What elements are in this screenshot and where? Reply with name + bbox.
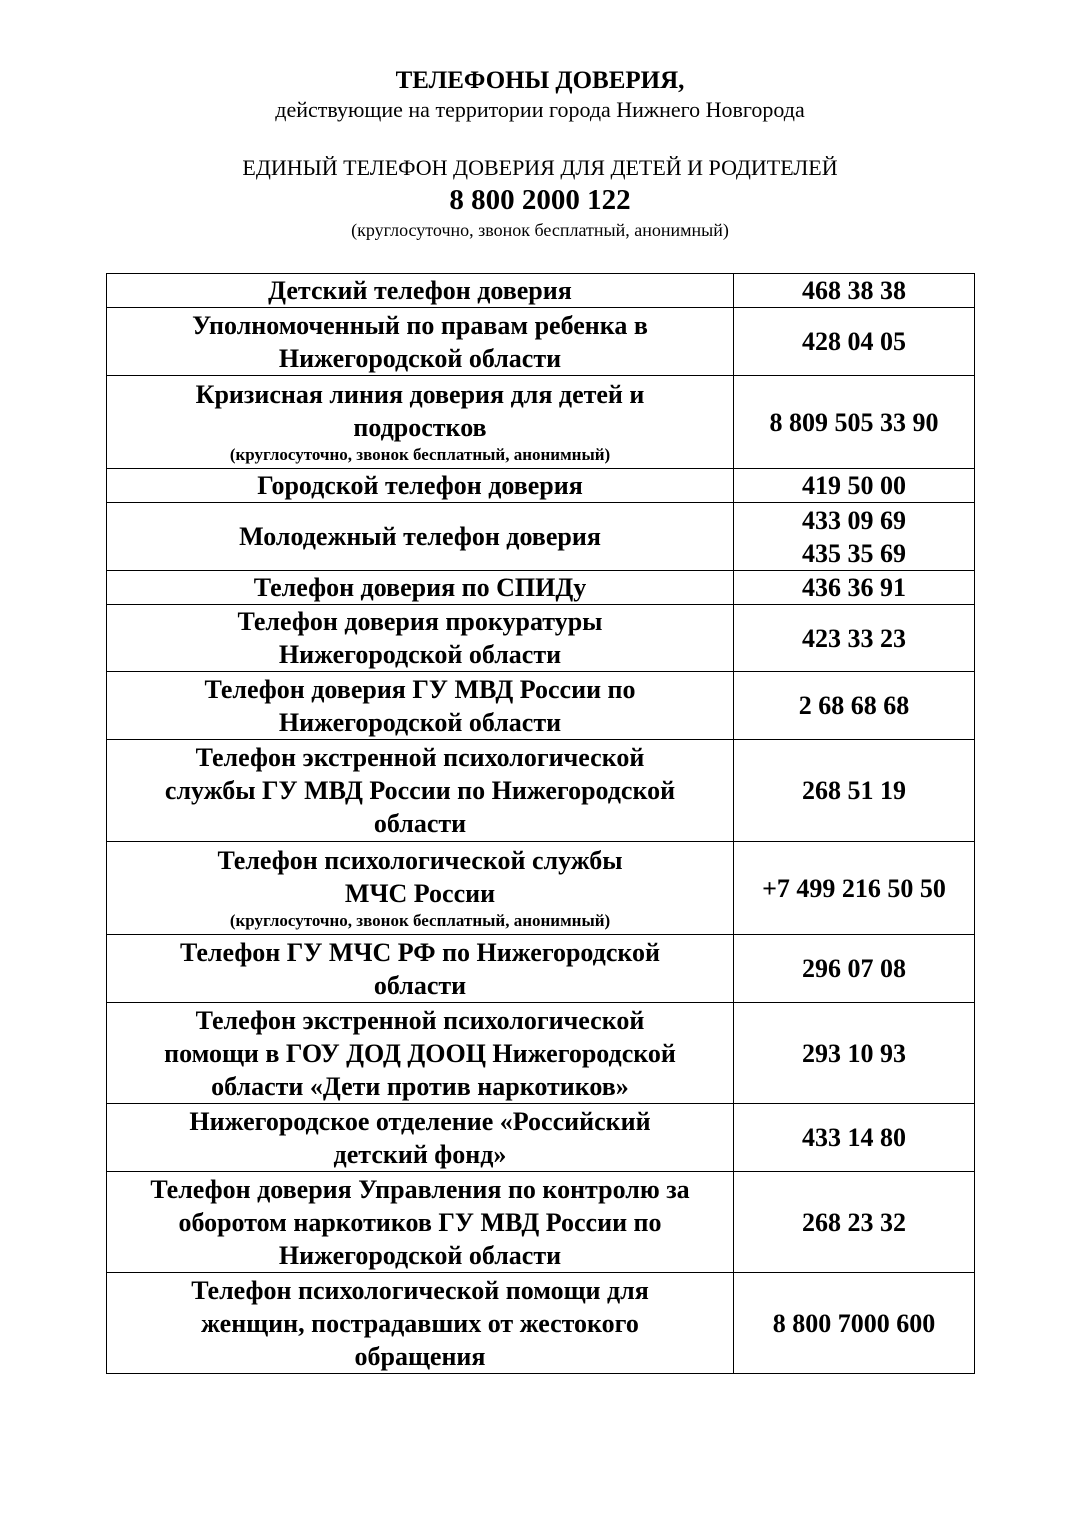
phone-number-cell [734,376,975,469]
page-subtitle: действующие на территории города Нижнего Новгорода [275,97,805,122]
phone-number: +7 499 216 50 50 [762,873,946,903]
phone-number: 8 800 7000 600 [772,1308,936,1338]
service-note: (круглосуточно, звонок бесплатный, анонимный) [229,911,611,930]
table-row [107,605,975,672]
table-row [107,1003,975,1104]
phone-number-cell [734,672,975,740]
service-name-line: Детский телефон доверия [268,276,572,305]
service-name-line: Нижегородской области [278,640,562,669]
table-row [107,672,975,740]
service-name-line: области [373,809,467,838]
phone-number: 433 09 69 [802,505,906,535]
service-name-line: Нижегородское отделение «Российский [189,1106,651,1136]
phones-table [106,273,975,1374]
phone-number: 2 68 68 68 [798,691,910,720]
service-name-line: Городской телефон доверия [257,471,583,500]
phone-number: 8 809 505 33 90 [769,407,939,437]
phone-number-cell [734,842,975,935]
table-row [107,1172,975,1273]
service-name-cell [107,605,734,672]
service-note: (круглосуточно, звонок бесплатный, анонимный) [229,445,611,464]
phone-number: 428 04 05 [802,327,906,356]
service-name-cell [107,1003,734,1104]
service-name-line: Телефон экстренной психологической [195,743,645,772]
service-name-line: Нижегородской области [278,1240,562,1270]
phone-number: 419 50 00 [802,471,906,500]
phone-number-cell [734,1273,975,1374]
service-name-line: Телефон доверия Управления по контролю за [150,1174,690,1204]
service-name-cell [107,935,734,1003]
service-name-line: области [373,970,467,1000]
service-name-line: подростков [353,413,487,442]
table-row [107,469,975,503]
phone-number: 436 36 91 [802,573,906,602]
phone-number-cell [734,503,975,571]
service-name-line: МЧС России [344,879,496,908]
phone-number-cell [734,469,975,503]
hotline-title: ЕДИНЫЙ ТЕЛЕФОН ДОВЕРИЯ ДЛЯ ДЕТЕЙ И РОДИТЕЛЕЙ [242,155,838,180]
service-name-line: детский фонд» [333,1139,507,1169]
service-name-line: Телефон доверия прокуратуры [237,607,603,636]
service-name-line: Телефон ГУ МЧС РФ по Нижегородской [179,937,660,967]
phone-number: 296 07 08 [802,954,906,983]
service-name-cell [107,672,734,740]
phone-number-cell [734,1104,975,1172]
page-title: ТЕЛЕФОНЫ ДОВЕРИЯ, [395,67,685,94]
phone-number-cell [734,935,975,1003]
service-name-line: Молодежный телефон доверия [239,522,601,551]
phone-number: 435 35 69 [802,538,906,568]
service-name-line: Кризисная линия доверия для детей и [195,380,645,409]
service-name-line: обращения [354,1341,486,1371]
phone-number-cell [734,571,975,605]
service-name-line: Нижегородской области [278,707,562,737]
service-name-line: женщин, пострадавших от жестокого [201,1308,639,1338]
service-name-line: Нижегородской области [278,343,562,373]
document-header [0,66,1080,242]
table-row [107,571,975,605]
service-name-line: Уполномоченный по правам ребенка в [192,310,648,340]
table-row [107,842,975,935]
phone-number-cell [734,740,975,842]
hotline-number: 8 800 2000 122 [449,184,631,216]
service-name-cell [107,842,734,935]
service-name-cell [107,308,734,376]
service-name-line: Телефон доверия ГУ МВД России по [204,674,636,704]
phone-number: 423 33 23 [802,623,906,653]
table-row [107,308,975,376]
table-row [107,1273,975,1374]
service-name-cell [107,1172,734,1273]
phone-number: 293 10 93 [802,1038,906,1068]
hotline-note: (круглосуточно, звонок бесплатный, анонимный) [351,220,729,240]
service-name-line: оборотом наркотиков ГУ МВД России по [178,1207,662,1237]
service-name-line: области «Дети против наркотиков» [211,1071,629,1101]
service-name-cell [107,1273,734,1374]
service-name-cell [107,274,734,308]
service-name-cell [107,503,734,571]
service-name-cell [107,740,734,842]
table-row [107,935,975,1003]
table-row [107,376,975,469]
service-name-cell [107,1104,734,1172]
service-name-line: Телефон доверия по СПИДу [253,573,587,602]
phone-number: 268 23 32 [802,1207,906,1237]
phone-number-cell [734,274,975,308]
service-name-cell [107,469,734,503]
service-name-line: Телефон психологической службы [217,846,623,875]
phones-table-body [107,274,975,1374]
phone-number-cell [734,308,975,376]
table-row [107,503,975,571]
phone-number-cell [734,605,975,672]
service-name-cell [107,571,734,605]
table-row [107,1104,975,1172]
table-row [107,740,975,842]
service-name-cell [107,376,734,469]
service-name-line: Телефон экстренной психологической [195,1005,645,1035]
service-name-line: Телефон психологической помощи для [191,1275,649,1305]
phone-number: 468 38 38 [802,276,906,305]
phone-number: 268 51 19 [802,776,906,805]
phone-number-cell [734,1003,975,1104]
table-row [107,274,975,308]
phone-number-cell [734,1172,975,1273]
service-name-line: помощи в ГОУ ДОД ДООЦ Нижегородской [164,1038,676,1068]
service-name-line: службы ГУ МВД России по Нижегородской [164,776,676,805]
phone-number: 433 14 80 [802,1123,906,1152]
